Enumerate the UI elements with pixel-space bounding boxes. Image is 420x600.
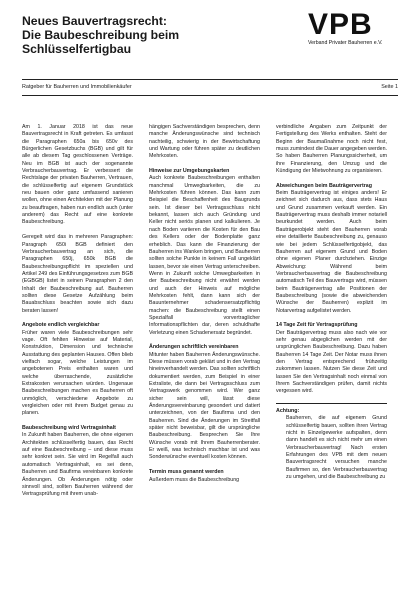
logo-mark: VPB (308, 8, 373, 41)
paragraph: Geregelt wird das in mehreren Paragraphen: Paragraph 650i BGB definiert den Verbraucherbauvertrag an sich, die Paragraphen 650j, 650k BGB die Baubeschreibungspflicht im speziellen und Artikel 249 des Einführungsgesetzes zum BGB (EGBGB) listet in seinen Paragraphen 2 den Inhalt der Baubeschreibung auf. Bauherren sollten diese Gesetze Aufzählung beim Bauabschluss beachten sowie sich dazu beraten lassen! (22, 234, 133, 314)
title-line: Die Baubeschreibung beim (22, 28, 180, 42)
column-1 (22, 124, 133, 506)
note-heading: Achtung: (276, 408, 300, 415)
title-line: Schlüsselfertigbau (22, 42, 132, 56)
subheader (22, 84, 398, 91)
column-2 (149, 124, 260, 491)
title-line: Neues Bauvertragsrecht: (22, 14, 167, 28)
section-heading: Änderungen schriftlich vereinbaren (149, 344, 239, 351)
paragraph: Der Bauträgervertrag muss also nach wie vor sehr genau abgeglichen werden mit der ursprünglichen Baubeschreibung. Dazu haben Bauherren 14 Tage Zeit. Der Notar muss ihnen den Vertrag entsprechend frühzeitig zukommen lassen. Nutzen Sie diese Zeit und lassen Sie den Vertragsinhalt noch einmal von Ihrem Sachverständigen prüfen, damit nichts vergessen wird. (276, 329, 387, 395)
section-heading: 14 Tage Zeit für Vertragsprüfung (276, 322, 358, 329)
section-heading: Termin muss genannt werden (149, 469, 224, 476)
section-heading: Baubeschreibung wird Vertragsinhalt (22, 425, 116, 432)
paragraph: Beim Bauträgervertrag ist einiges anders! Er zeichnet sich dadurch aus, dass stets Haus und Grund zusammen verkauft werden. Ein Bauträgervertrag muss deshalb immer notariell beurkundet werden. Auch beim Bauträgerobjekt steht den Bauherren vorab eine detaillierte Baubeschreibung zu, genauso wie bei jedem Schlüsselfertigobjekt, das Bauherren auf eigenem Grund und Boden ohne eigenen Planer durchziehen. Einzige Abweichung: Während beim Verbraucherbauvertrag die Baubeschreibung automatisch Teil des Bauvertrags wird, müssen beim Bauträgervertrag alle Positionen der Baubeschreibung (sowie die abweichenden Wünsche der Bauherren) explizit im Notarvertrag aufgelistet werden. (276, 190, 387, 314)
paragraph: verbindliche Angaben zum Zeitpunkt der Fertigstellung des Werks enthalten. Steht der Beginn der Baumaßnahme noch nicht fest, muss zumindest die Dauer angegeben werden. So haben Bauherren Planungssicherheit, um ihre Finanzierung, den Umzug und die Kündigung der Mietwohnung zu organisieren. (276, 124, 388, 175)
paragraph: hängigen Sachverständigen besprechen, denn manche Änderungswünsche sind technisch nachteilig, schwierig in der Bewirtschaftung und Wartung oder führen später zu deutlichen Mehrkosten. (149, 124, 260, 160)
header-rule-top (22, 79, 398, 80)
column-3 (276, 124, 387, 489)
section-heading: Abweichungen beim Bauträgervertrag (276, 182, 372, 189)
paragraph: Früher waren viele Baubeschreibungen sehr vage. Oft fehlten Hinweise auf Material, Konstruktion, Dimension und technische Ausstattung des geplanten Hauses. Offen blieb vielfach sogar, welche Leistungen im angebotenen Preis enthalten waren und welche überraschende, zusätzliche Extrakosten verursachen würden. Ungenaue Baubeschreibungen machen es Bauherren oft unmöglich, verschiedene Angebote zu vergleichen oder mit ihrem Budget genau zu planen. (22, 329, 133, 417)
note-paragraph: Bauherren, die auf eigenem Grund schlüsselfertig bauen, sollten ihren Vertrag nicht in Einzelgewerke aufspalten, denn dann handelt es sich nicht mehr um einen Verbraucherbauvertrag! Nach ersten Erfahrungen des VPB mit dem neuen Bauvertragsrecht versuchen manche Baufirmen so, den Verbraucherbauvertrag zu umgehen, und die Baubeschreibung zu (286, 415, 387, 481)
paragraph: Mitunter haben Bauherren Änderungswünsche. Diese müssen vorab geklärt und in den Vertrag hineinverhandelt werden. Das sollten schriftlich dokumentiert werden, zum Beispiel in einer Extraliste, die dann bei Vertragsschluss zum Vertragswerk genommen wird. Wer ganz sicher sein will, lässt diese Änderungsvereinbarung gesondert und datiert unterzeichnen, von der Baufirma und den Bauherren. Sind die Änderungen im Streitfall später nicht beweisbar, gilt die ursprüngliche Baubeschreibung. Besprechen Sie Ihre Wünsche vorab mit Ihrem Bauherrenberater. Er weiß, was technisch machbar ist und was Sonderwünsche eventuell kosten können. (149, 351, 261, 461)
paragraph: Auch konkrete Baubeschreibungen enthalten manchmal Umwegbarkeiten, die zu Mehrkosten führen können. Das kann zum Beispiel die Beschaffenheit des Baugrunds sein. Ist dieser bei Vertragsschluss nicht bekannt, lassen sich auch Gründung und Keller nicht seriös planen und kalkulieren. Je nach Boden variieren die Kosten für den Bau des Kellers oder der Bodenplatte ganz erheblich. Das kann die Finanzierung der Bauherren ins Wanken bringen, und Bauherren sollten solche Punkte in keinem Fall ungeklärt lassen, bevor sie einen Vertrag unterschreiben. Wenn in Zukunft solche Umwegbarkeiten in der Baubeschreibung nicht erwähnt werden und auch der Hinweis auf mögliche Mehrkosten fehlt, dann kann sich der Bauunternehmer schadensersatzpflichtig machen: die Baubeschreibung stellt einen Spezialfall vorvertraglicher Informationspflichten dar, deren schuldhafte Verletzung einen Schadenersatz begründet. (149, 175, 260, 336)
paragraph: Außerdem muss die Baubeschreibung (149, 476, 240, 483)
page-number: Seite 1 (381, 84, 398, 90)
header-rule-bottom (22, 95, 398, 96)
page-title (22, 14, 292, 56)
paragraph: Am 1. Januar 2018 ist das neue Bauvertragsrecht in Kraft getreten. Es umfasst die Paragraphen 650a bis 650v des Bürgerlichen Gesetzbuchs (BGB) und gilt für alle ab diesem Tag geschlossenen Verträge. Neu im BGB ist auch der sogenannte Verbraucherbauvertrag. Er verbessert die Rechtslage der privaten Bauherren, Vertrauen, die schlüsselfertig auf eigenem Grundstück neu bauen oder ganz umfassend sanieren wollen, ohne einen Architekten mit der Planung zu beauftragen, haben nun endlich auch (unter anderem) das Recht auf eine konkrete Baubeschreibung. (22, 124, 133, 226)
note-rule (276, 403, 387, 404)
section-heading: Hinweise zur Umgebungskarten (149, 168, 230, 175)
logo-subtitle: Verband Privater Bauherren e.V. (308, 40, 383, 46)
paragraph: In Zukunft haben Bauherren, die ohne eigenen Architekten schlüsselfertig bauen, das Recht auf eine Baubeschreibung – und diese muss sehr konkret sein. Sie wird im Regelfall auch automatisch Vertragsinhalt, es sei denn, Bauherren und Baufirma vereinbaren konkrete Änderungen. Ob Änderungen nötig oder sinnvoll sind, sollten Bauherren während der Vertragsprüfung mit ihrem unab- (22, 432, 133, 498)
subheader-text: Ratgeber für Bauherren und Immobilienkäufer (22, 84, 132, 90)
vpb-logo (308, 10, 408, 47)
section-heading: Angebote endlich vergleichbar (22, 322, 100, 329)
